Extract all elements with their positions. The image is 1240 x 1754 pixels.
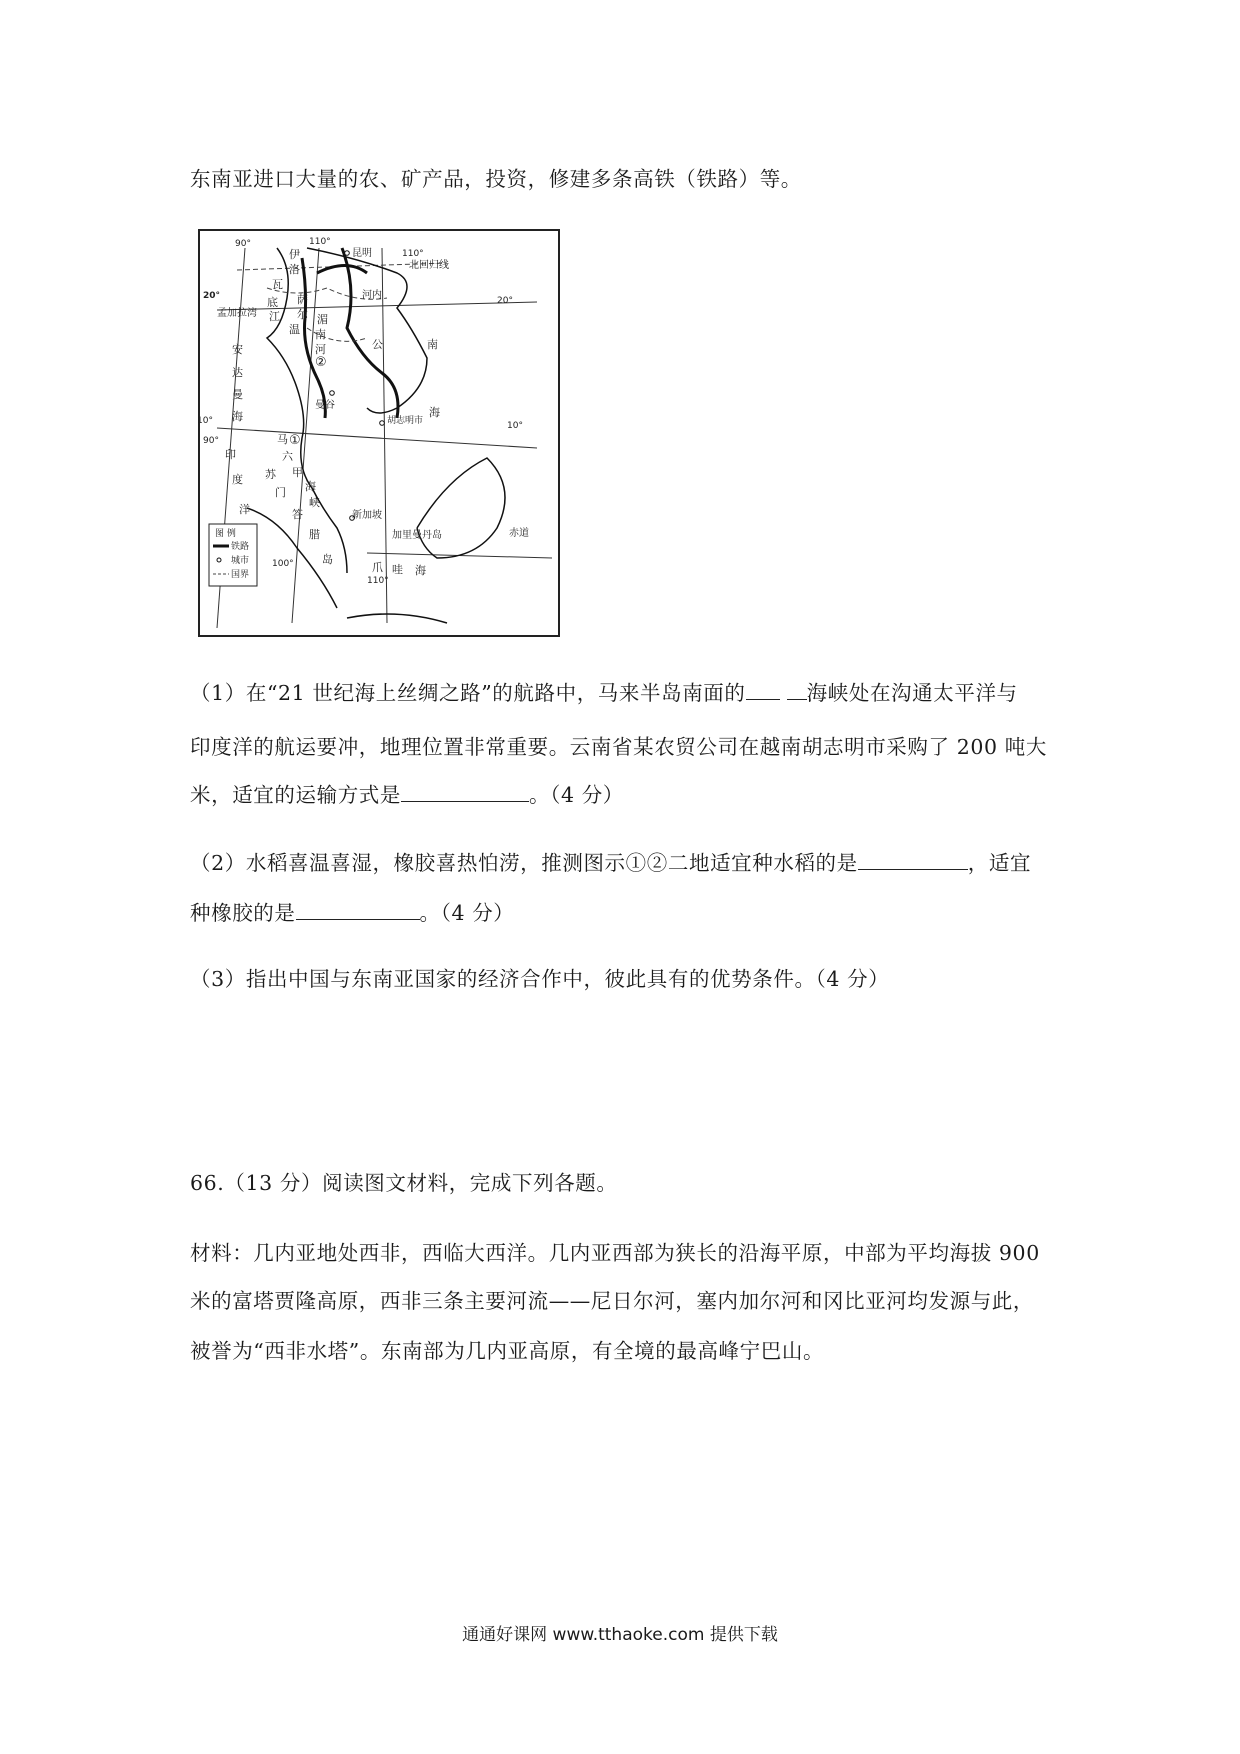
place-label: 马 bbox=[277, 433, 288, 446]
place-label: 答 bbox=[292, 508, 303, 521]
city-label: 昆明 bbox=[352, 248, 372, 259]
lon-label: 110° bbox=[402, 249, 424, 259]
bay-label: 孟加拉湾 bbox=[217, 308, 257, 319]
place-label: 哇 bbox=[392, 563, 403, 576]
legend-item: 铁路 bbox=[231, 542, 250, 552]
place-label: 底 bbox=[267, 296, 278, 309]
tropic-label: 北回归线 bbox=[409, 260, 449, 271]
q1-text-d: 。（4 分） bbox=[529, 783, 624, 807]
lon-label: 110° bbox=[309, 237, 331, 247]
marker-1: ① bbox=[289, 433, 301, 448]
place-label: 门 bbox=[275, 486, 286, 499]
q66-title: 66.（13 分）阅读图文材料，完成下列各题。 bbox=[190, 1171, 618, 1195]
place-label: 达 bbox=[232, 366, 243, 379]
place-label: 苏 bbox=[265, 468, 276, 481]
city-label: 胡志明市 bbox=[387, 416, 424, 426]
q1-text-b: 海峡处在沟通太平洋与 bbox=[806, 681, 1018, 705]
city-label: 新加坡 bbox=[352, 510, 382, 521]
footer-text: 通通好课网 www.tthaoke.com 提供下载 bbox=[462, 1625, 778, 1645]
place-label: 洛 bbox=[289, 263, 300, 276]
place-label: 南 bbox=[427, 338, 438, 351]
lat-label: 10° bbox=[507, 421, 523, 431]
city-label: 曼谷 bbox=[315, 400, 335, 411]
lon-label: 110° bbox=[367, 576, 389, 586]
q1-line2: 印度洋的航运要冲，地理位置非常重要。云南省某农贸公司在越南胡志明市采购了 200 吨大 bbox=[190, 735, 1047, 759]
q2-text-c: 种橡胶的是 bbox=[190, 901, 296, 925]
q1-text-a: （1）在“21 世纪海上丝绸之路”的航路中，马来半岛南面的 bbox=[190, 681, 746, 705]
place-label: 江 bbox=[269, 310, 280, 323]
place-label: 南 bbox=[315, 328, 326, 341]
place-label: 洋 bbox=[239, 503, 250, 516]
legend-item: 国界 bbox=[231, 570, 250, 580]
legend-title: 图 例 bbox=[215, 529, 236, 539]
place-label: 安 bbox=[232, 343, 243, 356]
q2-line2 bbox=[190, 896, 514, 926]
place-label: 爪 bbox=[372, 561, 383, 574]
place-label: 湄 bbox=[317, 313, 328, 326]
lat-label: 20° bbox=[203, 291, 221, 301]
lon-label: 90° bbox=[203, 436, 219, 446]
material-line: 材料：几内亚地处西非，西临大西洋。几内亚西部为狭长的沿海平原，中部为平均海拔 900 bbox=[190, 1241, 1040, 1265]
place-label: 度 bbox=[232, 473, 243, 486]
q2-text-a: （2）水稻喜温喜湿，橡胶喜热怕涝，推测图示①②二地适宜种水稻的是 bbox=[190, 851, 858, 875]
place-label: 伊 bbox=[289, 248, 300, 261]
place-label: 腊 bbox=[309, 528, 320, 541]
city-label: 河内 bbox=[362, 290, 382, 301]
equator-label: 赤道 bbox=[509, 528, 529, 539]
q2-blank-a bbox=[858, 849, 968, 870]
lon-label: 90° bbox=[235, 239, 251, 249]
place-label: 温 bbox=[289, 323, 300, 336]
q1-text-c: 米，适宜的运输方式是 bbox=[190, 783, 401, 807]
intro-text: 东南亚进口大量的农、矿产品，投资，修建多条高铁（铁路）等。 bbox=[190, 167, 802, 191]
place-label: 岛 bbox=[322, 553, 333, 566]
place-label: 萨 bbox=[297, 293, 308, 306]
lat-label: 10° bbox=[197, 416, 213, 426]
place-label: 加里曼丹岛 bbox=[392, 530, 442, 541]
place-label: 海 bbox=[415, 564, 426, 577]
place-label: 尔 bbox=[297, 308, 308, 321]
q2-blank-b bbox=[296, 899, 420, 920]
q1-blank-c bbox=[401, 781, 529, 802]
material-line: 被誉为“西非水塔”。东南部为几内亚高原，有全境的最高峰宁巴山。 bbox=[190, 1339, 825, 1363]
place-label: 瓦 bbox=[272, 278, 283, 291]
place-label: 海 bbox=[305, 480, 316, 493]
legend-item: 城市 bbox=[231, 556, 250, 566]
q1-line1 bbox=[190, 676, 1018, 706]
q1-line3 bbox=[190, 778, 624, 808]
lat-label: 20° bbox=[497, 296, 513, 306]
q2-text-d: 。（4 分） bbox=[419, 901, 515, 925]
southeast-asia-map bbox=[197, 228, 561, 638]
q2-text-b: ，适宜 bbox=[967, 851, 1032, 875]
material-line: 米的富塔贾隆高原，西非三条主要河流——尼日尔河，塞内加尔河和冈比亚河均发源与此， bbox=[190, 1289, 1034, 1313]
place-label: 印 bbox=[225, 448, 236, 461]
place-label: 河 bbox=[315, 343, 326, 356]
marker-2: ② bbox=[315, 355, 327, 370]
place-label: 海 bbox=[232, 410, 243, 423]
place-label: 甲 bbox=[292, 466, 303, 479]
place-label: 海 bbox=[429, 406, 440, 419]
place-label: 公 bbox=[372, 338, 383, 351]
lon-label: 100° bbox=[272, 559, 294, 569]
q2-line1 bbox=[190, 846, 1031, 876]
q1-blank-a bbox=[746, 679, 780, 700]
q3-line: （3）指出中国与东南亚国家的经济合作中，彼此具有的优势条件。（4 分） bbox=[190, 967, 890, 991]
place-label: 六 bbox=[282, 450, 293, 463]
q1-blank-b bbox=[787, 679, 807, 700]
place-label: 曼 bbox=[232, 388, 243, 401]
place-label: 峡 bbox=[309, 496, 320, 509]
